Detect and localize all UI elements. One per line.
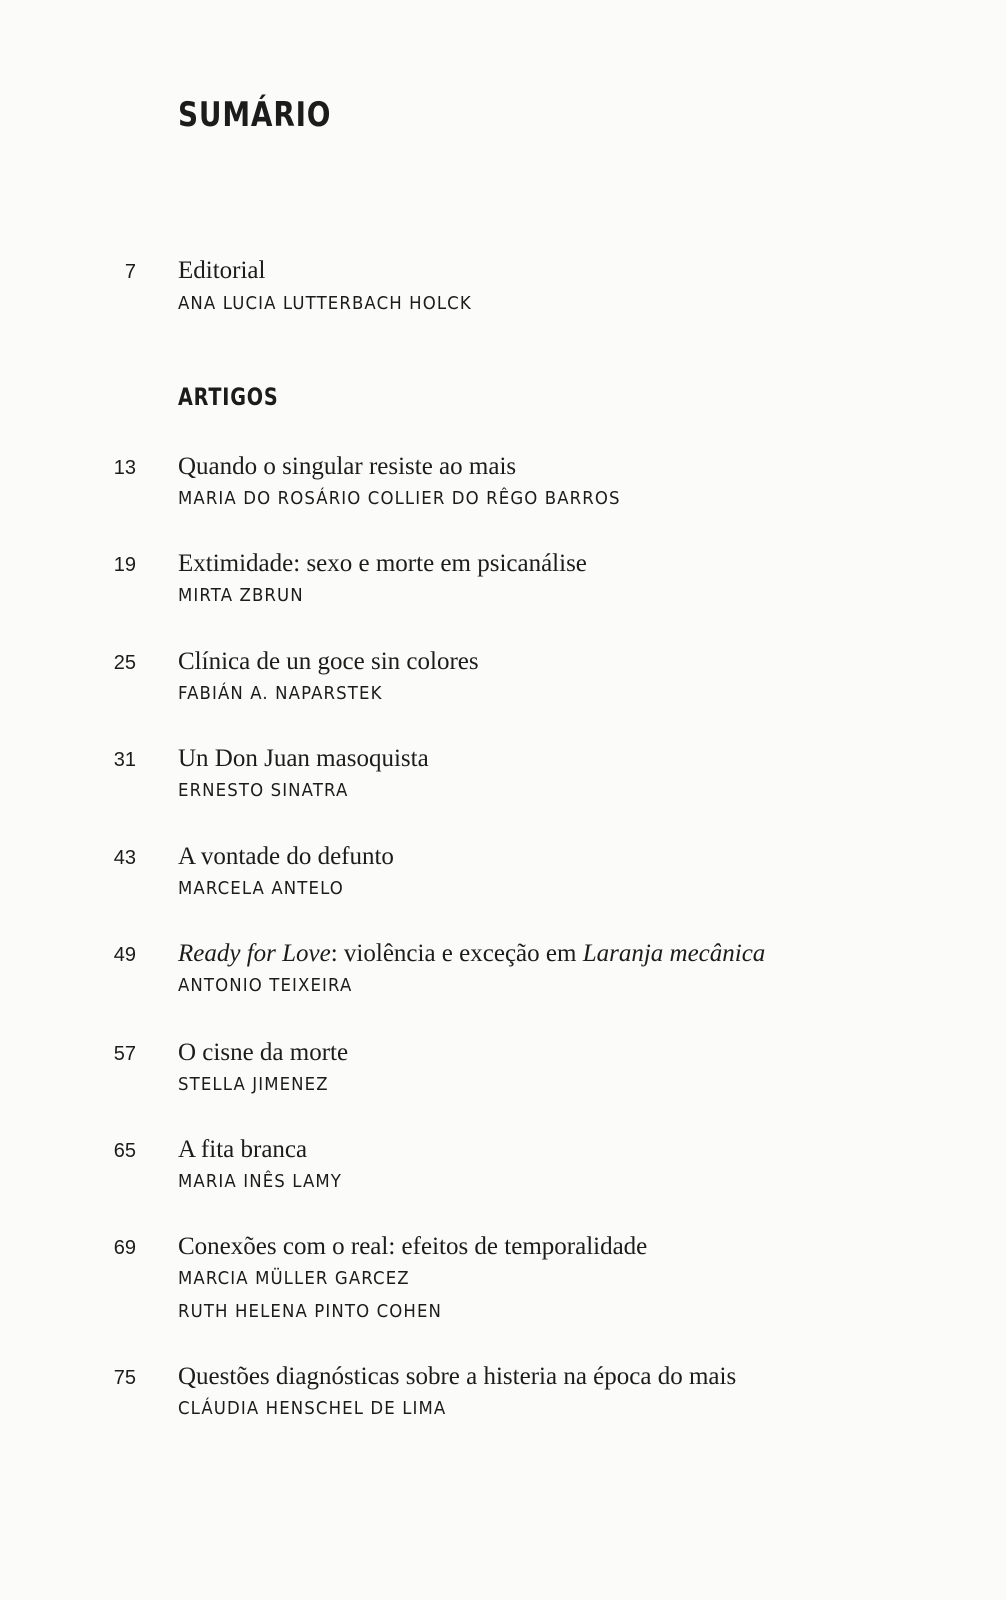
page-number: 19 bbox=[113, 554, 136, 576]
entry-author: CLÁUDIA HENSCHEL DE LIMA bbox=[178, 1398, 447, 1419]
page-title: SUMÁRIO bbox=[178, 95, 332, 135]
entry-title: Editorial bbox=[178, 257, 266, 284]
entry-author: MARIA INÊS LAMY bbox=[178, 1171, 343, 1192]
entry-author: MARIA DO ROSÁRIO COLLIER DO RÊGO BARROS bbox=[178, 488, 621, 509]
entry-title-segment: Conexões com o real: efeitos de temporalidade bbox=[178, 1233, 648, 1260]
entry-title-segment: O cisne da morte bbox=[178, 1039, 349, 1066]
entry-title-segment: Un Don Juan masoquista bbox=[178, 745, 429, 772]
entry-title bbox=[178, 844, 394, 869]
page-number: 75 bbox=[113, 1367, 136, 1389]
entry-title-segment: Extimidade: sexo e morte em psicanálise bbox=[178, 550, 587, 577]
entry-author: MIRTA ZBRUN bbox=[178, 585, 304, 606]
entry-author: MARCELA ANTELO bbox=[178, 878, 344, 899]
entry-author: ANA LUCIA LUTTERBACH HOLCK bbox=[178, 293, 472, 314]
page-number: 49 bbox=[113, 944, 136, 966]
entry-title bbox=[178, 746, 429, 771]
entry-title-segment: Clínica de un goce sin colores bbox=[178, 648, 479, 675]
entry-author: MARCIA MÜLLER GARCEZ bbox=[178, 1268, 410, 1289]
page-number: 43 bbox=[113, 847, 136, 869]
entry-title-segment: : violência e exceção em bbox=[330, 940, 583, 967]
entry-title-segment: A vontade do defunto bbox=[178, 843, 394, 870]
page-number: 13 bbox=[113, 457, 136, 479]
entry-title bbox=[178, 1234, 647, 1259]
entry-title bbox=[178, 454, 516, 479]
section-heading: ARTIGOS bbox=[178, 383, 279, 411]
page-number: 69 bbox=[113, 1237, 136, 1259]
entry-title-segment: Quando o singular resiste ao mais bbox=[178, 453, 517, 480]
entry-title bbox=[178, 551, 587, 576]
entry-title bbox=[178, 1364, 736, 1389]
entry-author: ERNESTO SINATRA bbox=[178, 780, 349, 801]
entry-author: RUTH HELENA PINTO COHEN bbox=[178, 1301, 443, 1322]
entry-title bbox=[178, 1137, 307, 1162]
entry-title-segment: Questões diagnósticas sobre a histeria na época do mais bbox=[178, 1363, 737, 1390]
entry-author: FABIÁN A. NAPARSTEK bbox=[178, 683, 383, 704]
page-number: 57 bbox=[113, 1043, 136, 1065]
entry-title-italic-segment: Laranja mecânica bbox=[582, 940, 766, 967]
page-number: 7 bbox=[124, 261, 136, 283]
page-number: 31 bbox=[113, 749, 136, 771]
entry-author: ANTONIO TEIXEIRA bbox=[178, 975, 353, 996]
entry-title bbox=[178, 1040, 348, 1065]
entry-title-italic-segment: Ready for Love bbox=[178, 940, 331, 967]
entry-author: STELLA JIMENEZ bbox=[178, 1074, 329, 1095]
page-number: 25 bbox=[113, 652, 136, 674]
entry-title-segment: A fita branca bbox=[178, 1136, 308, 1163]
entry-title bbox=[178, 649, 479, 674]
page-number: 65 bbox=[113, 1140, 136, 1162]
entry-title bbox=[178, 941, 765, 966]
